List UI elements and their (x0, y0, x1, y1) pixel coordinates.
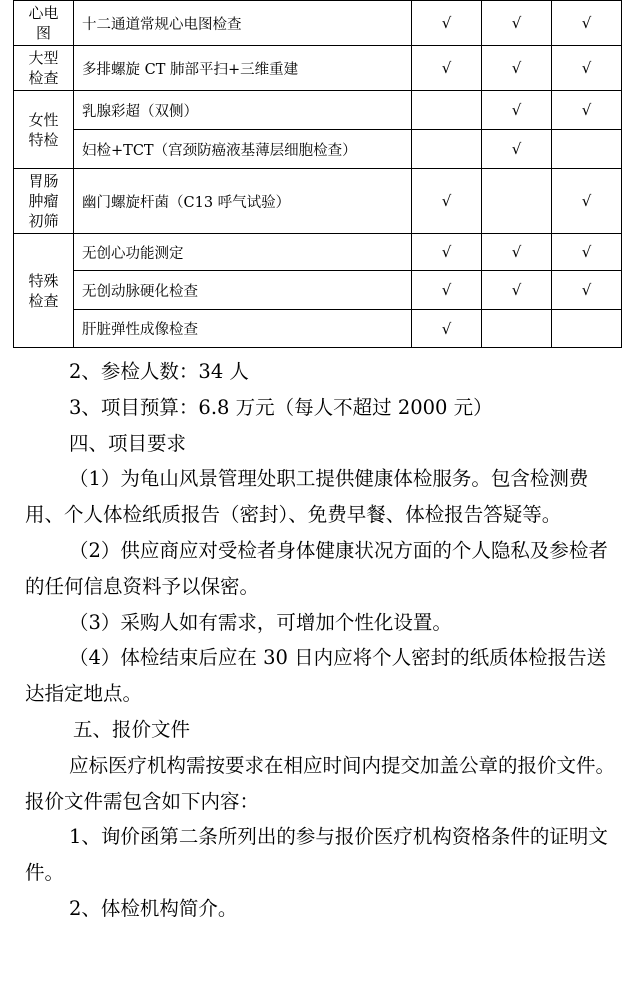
item-name: 乳腺彩超（双侧） (74, 91, 412, 130)
category-cell: 胃肠 肿瘤 初筛 (14, 169, 74, 234)
check-mark (412, 130, 482, 169)
check-mark: √ (552, 91, 622, 130)
check-mark (552, 130, 622, 169)
table-row (14, 310, 622, 348)
table-row (14, 130, 622, 169)
check-mark: √ (552, 271, 622, 310)
item-name: 肝脏弹性成像检查 (74, 310, 412, 348)
check-mark (412, 91, 482, 130)
check-mark (482, 310, 552, 348)
category-cell: 心电 图 (14, 1, 74, 46)
check-mark: √ (412, 1, 482, 46)
item-name: 多排螺旋 CT 肺部平扫+三维重建 (74, 46, 412, 91)
quote-docs-intro: 应标医疗机构需按要求在相应时间内提交加盖公章的报价文件。报价文件需包含如下内容： (25, 753, 616, 813)
requirement-4: （4）体检结束后应在 30 日内应将个人密封的纸质体检报告送达指定地点。 (25, 646, 607, 706)
check-mark: √ (412, 46, 482, 91)
table-row (14, 91, 622, 130)
requirement-1: （1）为龟山风景管理处职工提供健康体检服务。包含检测费用、个人体检纸质报告（密封）、免费早餐、体检报告答疑等。 (25, 467, 589, 527)
section-heading-requirements: 四、项目要求 (69, 431, 187, 455)
table-row (14, 1, 622, 46)
quote-doc-item-1: 1、询价函第二条所列出的参与报价医疗机构资格条件的证明文件。 (25, 825, 608, 885)
quote-doc-item-2: 2、体检机构简介。 (69, 896, 238, 920)
item-name: 幽门螺旋杆菌（C13 呼气试验） (74, 169, 412, 234)
item-name: 妇检+TCT（宫颈防癌液基薄层细胞检查） (74, 130, 412, 169)
table-row (14, 271, 622, 310)
check-mark: √ (482, 271, 552, 310)
check-mark (552, 310, 622, 348)
category-cell: 女性 特检 (14, 91, 74, 169)
check-mark: √ (552, 46, 622, 91)
category-cell: 大型 检查 (14, 46, 74, 91)
exam-items-table (13, 0, 622, 348)
category-cell: 特殊 检查 (14, 234, 74, 348)
check-mark: √ (482, 91, 552, 130)
participant-count: 2、参检人数：34 人 (69, 360, 249, 383)
table-row (14, 169, 622, 234)
check-mark: √ (552, 234, 622, 271)
check-mark: √ (412, 310, 482, 348)
table-row (14, 234, 622, 271)
item-name: 无创心功能测定 (74, 234, 412, 271)
check-mark: √ (482, 234, 552, 271)
check-mark: √ (552, 1, 622, 46)
check-mark: √ (482, 130, 552, 169)
table-row (14, 46, 622, 91)
item-name: 无创动脉硬化检查 (74, 271, 412, 310)
check-mark: √ (412, 234, 482, 271)
requirement-2: （2）供应商应对受检者身体健康状况方面的个人隐私及参检者的任何信息资料予以保密。 (25, 538, 608, 598)
section-heading-quote-docs: 五、报价文件 (73, 717, 191, 741)
check-mark: √ (412, 271, 482, 310)
check-mark: √ (482, 1, 552, 46)
check-mark: √ (482, 46, 552, 91)
item-name: 十二通道常规心电图检查 (74, 1, 412, 46)
project-budget: 3、项目预算：6.8 万元（每人不超过 2000 元） (69, 395, 493, 419)
check-mark: √ (552, 169, 622, 234)
check-mark: √ (412, 169, 482, 234)
document-body (25, 354, 620, 927)
check-mark (482, 169, 552, 234)
requirement-3: （3）采购人如有需求，可增加个性化设置。 (69, 610, 452, 634)
